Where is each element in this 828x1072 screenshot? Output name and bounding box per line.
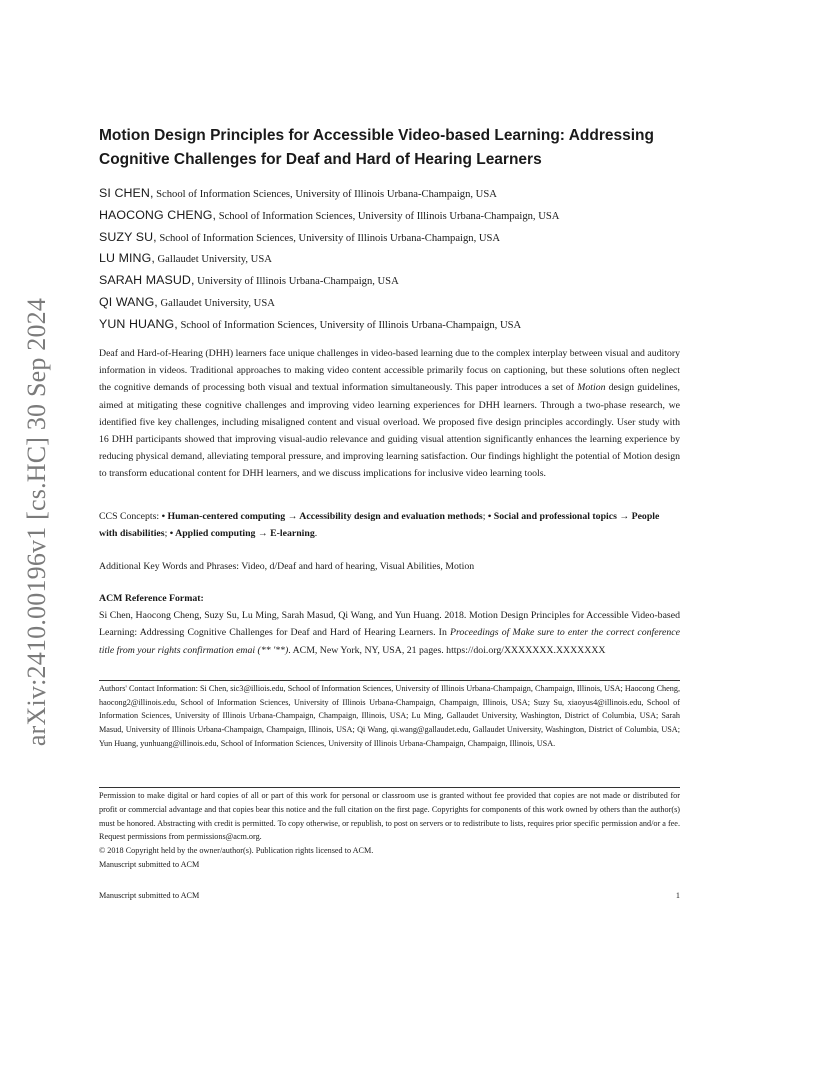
ccs-separator: ; [164, 527, 170, 539]
page-number: 1 [675, 891, 680, 900]
acm-reference-text [99, 607, 680, 659]
acm-reference-heading: ACM Reference Format: [99, 593, 204, 604]
ccs-concept: • Human-centered computing → Accessibility design and evaluation methods [161, 511, 483, 522]
author-entry [99, 314, 680, 336]
author-entry [99, 227, 680, 249]
author-affiliation: School of Information Sciences, University of Illinois Urbana-Champaign, USA [153, 189, 497, 200]
footer-manuscript-label: Manuscript submitted to ACM [99, 891, 200, 900]
permissions-block [99, 789, 680, 872]
author-list [99, 183, 680, 336]
reference-text: . ACM, New York, NY, USA, 21 pages. https://doi.org/XXXXXXX.XXXXXXX [288, 644, 606, 656]
arxiv-sidebar [17, 286, 57, 758]
ccs-concept: • Social and professional topics → People with disabilities [99, 511, 660, 539]
author-affiliation: School of Information Sciences, University of Illinois Urbana-Champaign, USA [156, 232, 501, 244]
keywords: Additional Key Words and Phrases: Video, d/Deaf and hard of hearing, Visual Abilities, Motion [99, 561, 475, 572]
reference-proceedings: Proceedings of Make sure to enter the correct conference title from your rights confirmation emai (** '**) [99, 627, 680, 656]
author-name: QI WANG, [99, 294, 158, 309]
ccs-end: . [314, 527, 318, 539]
author-name: SUZY SU, [99, 229, 157, 244]
author-name: YUN HUANG, [99, 316, 178, 331]
ccs-concept: • Applied computing → E-learning [169, 527, 315, 539]
author-name: SI CHEN, [99, 186, 154, 200]
footnote-divider [99, 680, 680, 681]
permissions-text: Permission to make digital or hard copies of all or part of this work for personal or classroom use is granted without fee provided that copies are not made or distributed for profit or commercial advantage and that copies bear this notice and the full citation on the first page. Copyrights for components of this work owned by others than the author(s) must be honored. Abstracting with credit is permitted. To copy otherwise, or republish, to post on servers or to redistribute to lists, requires prior specific permission and/or a fee. Request permissions from permissions@acm.org. [99, 791, 680, 842]
author-entry [99, 183, 680, 205]
abstract-text: design guidelines, aimed at mitigating these cognitive challenges and improving video learning experiences for DHH learners. Through a two-phase research, we identified five key challenges, including misaligned content and visual overload. We proposed five design principles accordingly. User study with 16 DHH participants showed that improving visual-audio relevance and guiding visual attention significantly enhances the learning experience by reducing physical demand, alleviating temporal pressure, and improving learning satisfaction. Our findings highlight the potential of Motion design to transform educational content for DHH learners, and we discuss implications for inclusive video learning tools. [99, 382, 680, 480]
author-entry [99, 292, 680, 314]
author-affiliation: Gallaudet University, USA [157, 297, 275, 309]
author-entry [99, 270, 680, 292]
author-affiliation: School of Information Sciences, University of Illinois Urbana-Champaign, USA [177, 319, 522, 331]
reference-text: Si Chen, Haocong Cheng, Suzy Su, Lu Ming, Sarah Masud, Qi Wang, and Yun Huang. 2018. Motion Design Principles for Accessible Video-based Learning: Addressing Cognitive Challenges for Deaf and Hard of Hearing Learners. In [99, 610, 680, 639]
author-contact-info: Authors' Contact Information: Si Chen, sic3@illiois.edu, School of Information Sciences, University of Illinois Urbana-Champaign, Champaign, Illinois, USA; Haocong Cheng, haocong2@illinois.edu, School of Information Sciences, University of Illinois Urbana-Champaign, Champaign, Illinois, USA; Suzy Su, xiaoyus4@illinois.edu, School of Information Sciences, University of Illinois Urbana-Champaign, Champaign, Illinois, USA; Lu Ming, Gallaudet University, Washington, District of Columbia, USA; Sarah Masud, University of Illinois Urbana-Champaign, Champaign, Illinois, USA; Qi Wang, qi.wang@gallaudet.edu, Gallaudet University, Washington, District of Columbia, USA; Yun Huang, yunhuang@illinois.edu, School of Information Sciences, University of Illinois Urbana-Champaign, Champaign, Illinois, USA. [99, 684, 680, 748]
permissions-divider [99, 787, 680, 788]
author-name: LU MING, [99, 251, 155, 266]
abstract [99, 345, 680, 483]
ccs-concepts [99, 509, 680, 542]
author-affiliation: Gallaudet University, USA [154, 254, 272, 266]
author-name: HAOCONG CHENG, [99, 207, 217, 222]
acm-reference [99, 590, 680, 659]
author-entry [99, 248, 680, 270]
manuscript-note: Manuscript submitted to ACM [99, 859, 200, 869]
ccs-label: CCS Concepts: [99, 511, 162, 522]
paper-title: Motion Design Principles for Accessible Video-based Learning: Addressing Cognitive Challenges for Deaf and Hard of Hearing Learners [99, 127, 654, 168]
author-affiliation: University of Illinois Urbana-Champaign, USA [194, 276, 399, 288]
arxiv-identifier: arXiv:2410.00196v1 [cs.HC] 30 Sep 2024 [22, 297, 51, 747]
ccs-separator: ; [482, 511, 488, 522]
author-affiliation: School of Information Sciences, University of Illinois Urbana-Champaign, USA [216, 210, 560, 222]
abstract-text: Deaf and Hard-of-Hearing (DHH) learners face unique challenges in video-based learning due to the complex interplay between visual and auditory information in videos. Traditional approaches to making video content accessible primarily focus on captioning, but these solutions often neglect the cognitive demands of processing both visual and textual information simultaneously. This paper introduces a set of [99, 348, 680, 394]
copyright-notice: © 2018 Copyright held by the owner/author(s). Publication rights licensed to ACM. [99, 846, 374, 856]
abstract-motion-term: Motion [577, 382, 606, 394]
author-entry [99, 205, 680, 227]
author-name: SARAH MASUD, [99, 273, 195, 288]
